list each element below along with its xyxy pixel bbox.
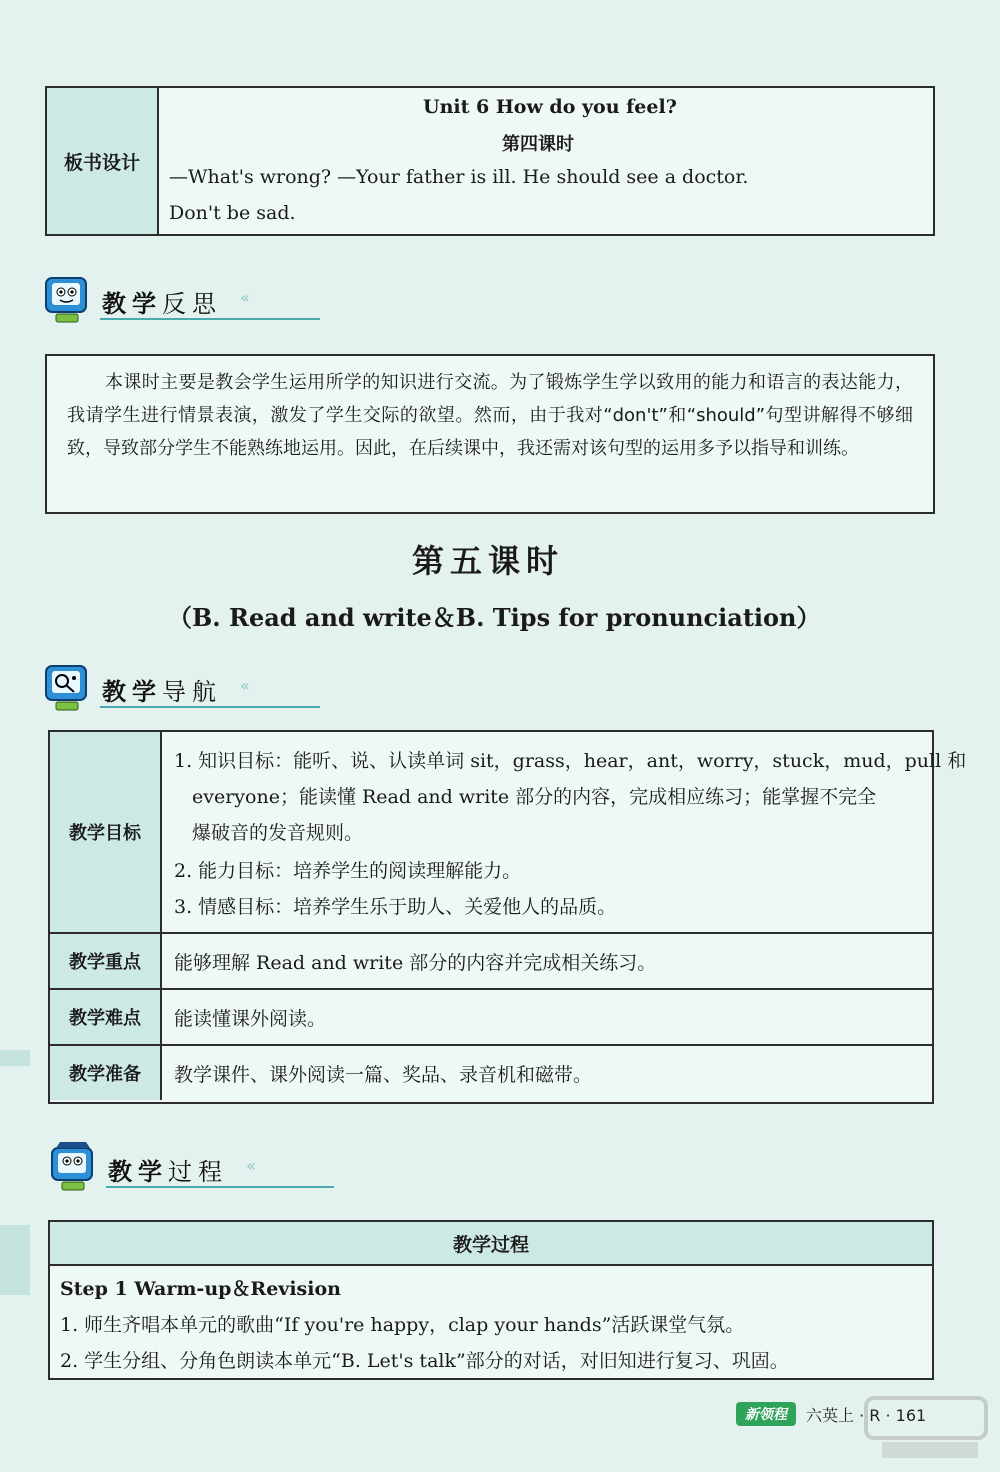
chevron-left-icon: «: [240, 676, 250, 695]
row-text: 能够理解 Read and write 部分的内容并完成相关练习。: [174, 952, 657, 974]
row-label: 教学目标: [50, 732, 162, 932]
process-table-header: 教学过程: [50, 1222, 932, 1266]
side-decoration: [0, 1225, 30, 1295]
process-item: 2. 学生分组、分角色朗读本单元“B. Let's talk”部分的对话，对旧知进行复习、巩固。: [60, 1350, 789, 1372]
board-design-table: [45, 86, 935, 236]
computer-mascot-icon: [40, 272, 96, 328]
goal-line: everyone；能读懂 Read and write 部分的内容，完成相应练习；能掌握不完全: [192, 786, 877, 808]
board-design-line1: —What's wrong? —Your father is ill. He should see a doctor.: [169, 166, 749, 188]
computer-mascot-icon: [40, 660, 96, 716]
navigation-heading: [40, 660, 300, 720]
lesson-subtitle: （B. Read and write＆B. Tips for pronunciation）: [168, 603, 821, 632]
process-heading: [46, 1140, 306, 1200]
process-title: 教学过程: [108, 1158, 228, 1186]
goal-line: 2. 能力目标：培养学生的阅读理解能力。: [174, 860, 522, 882]
chevron-left-icon: «: [246, 1156, 256, 1175]
navigation-title: 教学导航: [102, 678, 222, 706]
board-design-subtitle: 第四课时: [502, 134, 574, 155]
reflection-title: 教学反思: [102, 290, 222, 318]
table-row: [50, 1046, 932, 1100]
heading-underline: [106, 1186, 334, 1188]
goal-line: 爆破音的发音规则。: [192, 822, 364, 844]
navigation-table: [48, 730, 967, 1104]
reflection-box: [45, 354, 935, 514]
row-label: 教学准备: [50, 1046, 162, 1100]
row-label: 教学难点: [50, 990, 162, 1044]
computer-mascot-icon: [46, 1140, 102, 1196]
goal-line: 3. 情感目标：培养学生乐于助人、关爱他人的品质。: [174, 896, 617, 918]
side-decoration: [0, 1050, 30, 1066]
table-row: [50, 934, 932, 990]
page-number: 六英上 · R · 161: [806, 1406, 927, 1425]
board-design-line2: Don't be sad.: [169, 202, 296, 224]
table-row: [50, 990, 932, 1046]
row-text: 能读懂课外阅读。: [174, 1008, 327, 1030]
brand-badge: 新领程: [736, 1402, 796, 1426]
process-item: 1. 师生齐唱本单元的歌曲“If you're happy，clap your hands”活跃课堂气氛。: [60, 1314, 745, 1336]
heading-underline: [100, 706, 320, 708]
board-design-title: Unit 6 How do you feel?: [423, 96, 677, 118]
table-row: [50, 732, 967, 934]
step-title: Step 1 Warm-up＆Revision: [60, 1278, 341, 1300]
reflection-text: 本课时主要是教会学生运用所学的知识进行交流。为了锻炼学生学以致用的能力和语言的表达能力，我请学生进行情景表演，激发了学生交际的欲望。然而，由于我对“don't”和“should”句型讲解得不够细致，导致部分学生不能熟练地运用。因此，在后续课中，我还需对该句型的运用多予以指导和训练。: [67, 372, 913, 459]
chevron-left-icon: «: [240, 288, 250, 307]
row-text: 教学课件、课外阅读一篇、奖品、录音机和磁带。: [174, 1064, 593, 1086]
process-table: [48, 1220, 934, 1380]
goal-line: 1. 知识目标：能听、说、认读单词 sit，grass，hear，ant，worry，stuck，mud，pull 和: [174, 750, 967, 772]
reflection-heading: [40, 272, 300, 332]
row-label: 教学重点: [50, 934, 162, 988]
board-design-label: 板书设计: [47, 88, 159, 234]
lesson-title: 第五课时: [412, 542, 565, 580]
watermark-logo: [862, 1392, 992, 1462]
heading-underline: [100, 318, 320, 320]
